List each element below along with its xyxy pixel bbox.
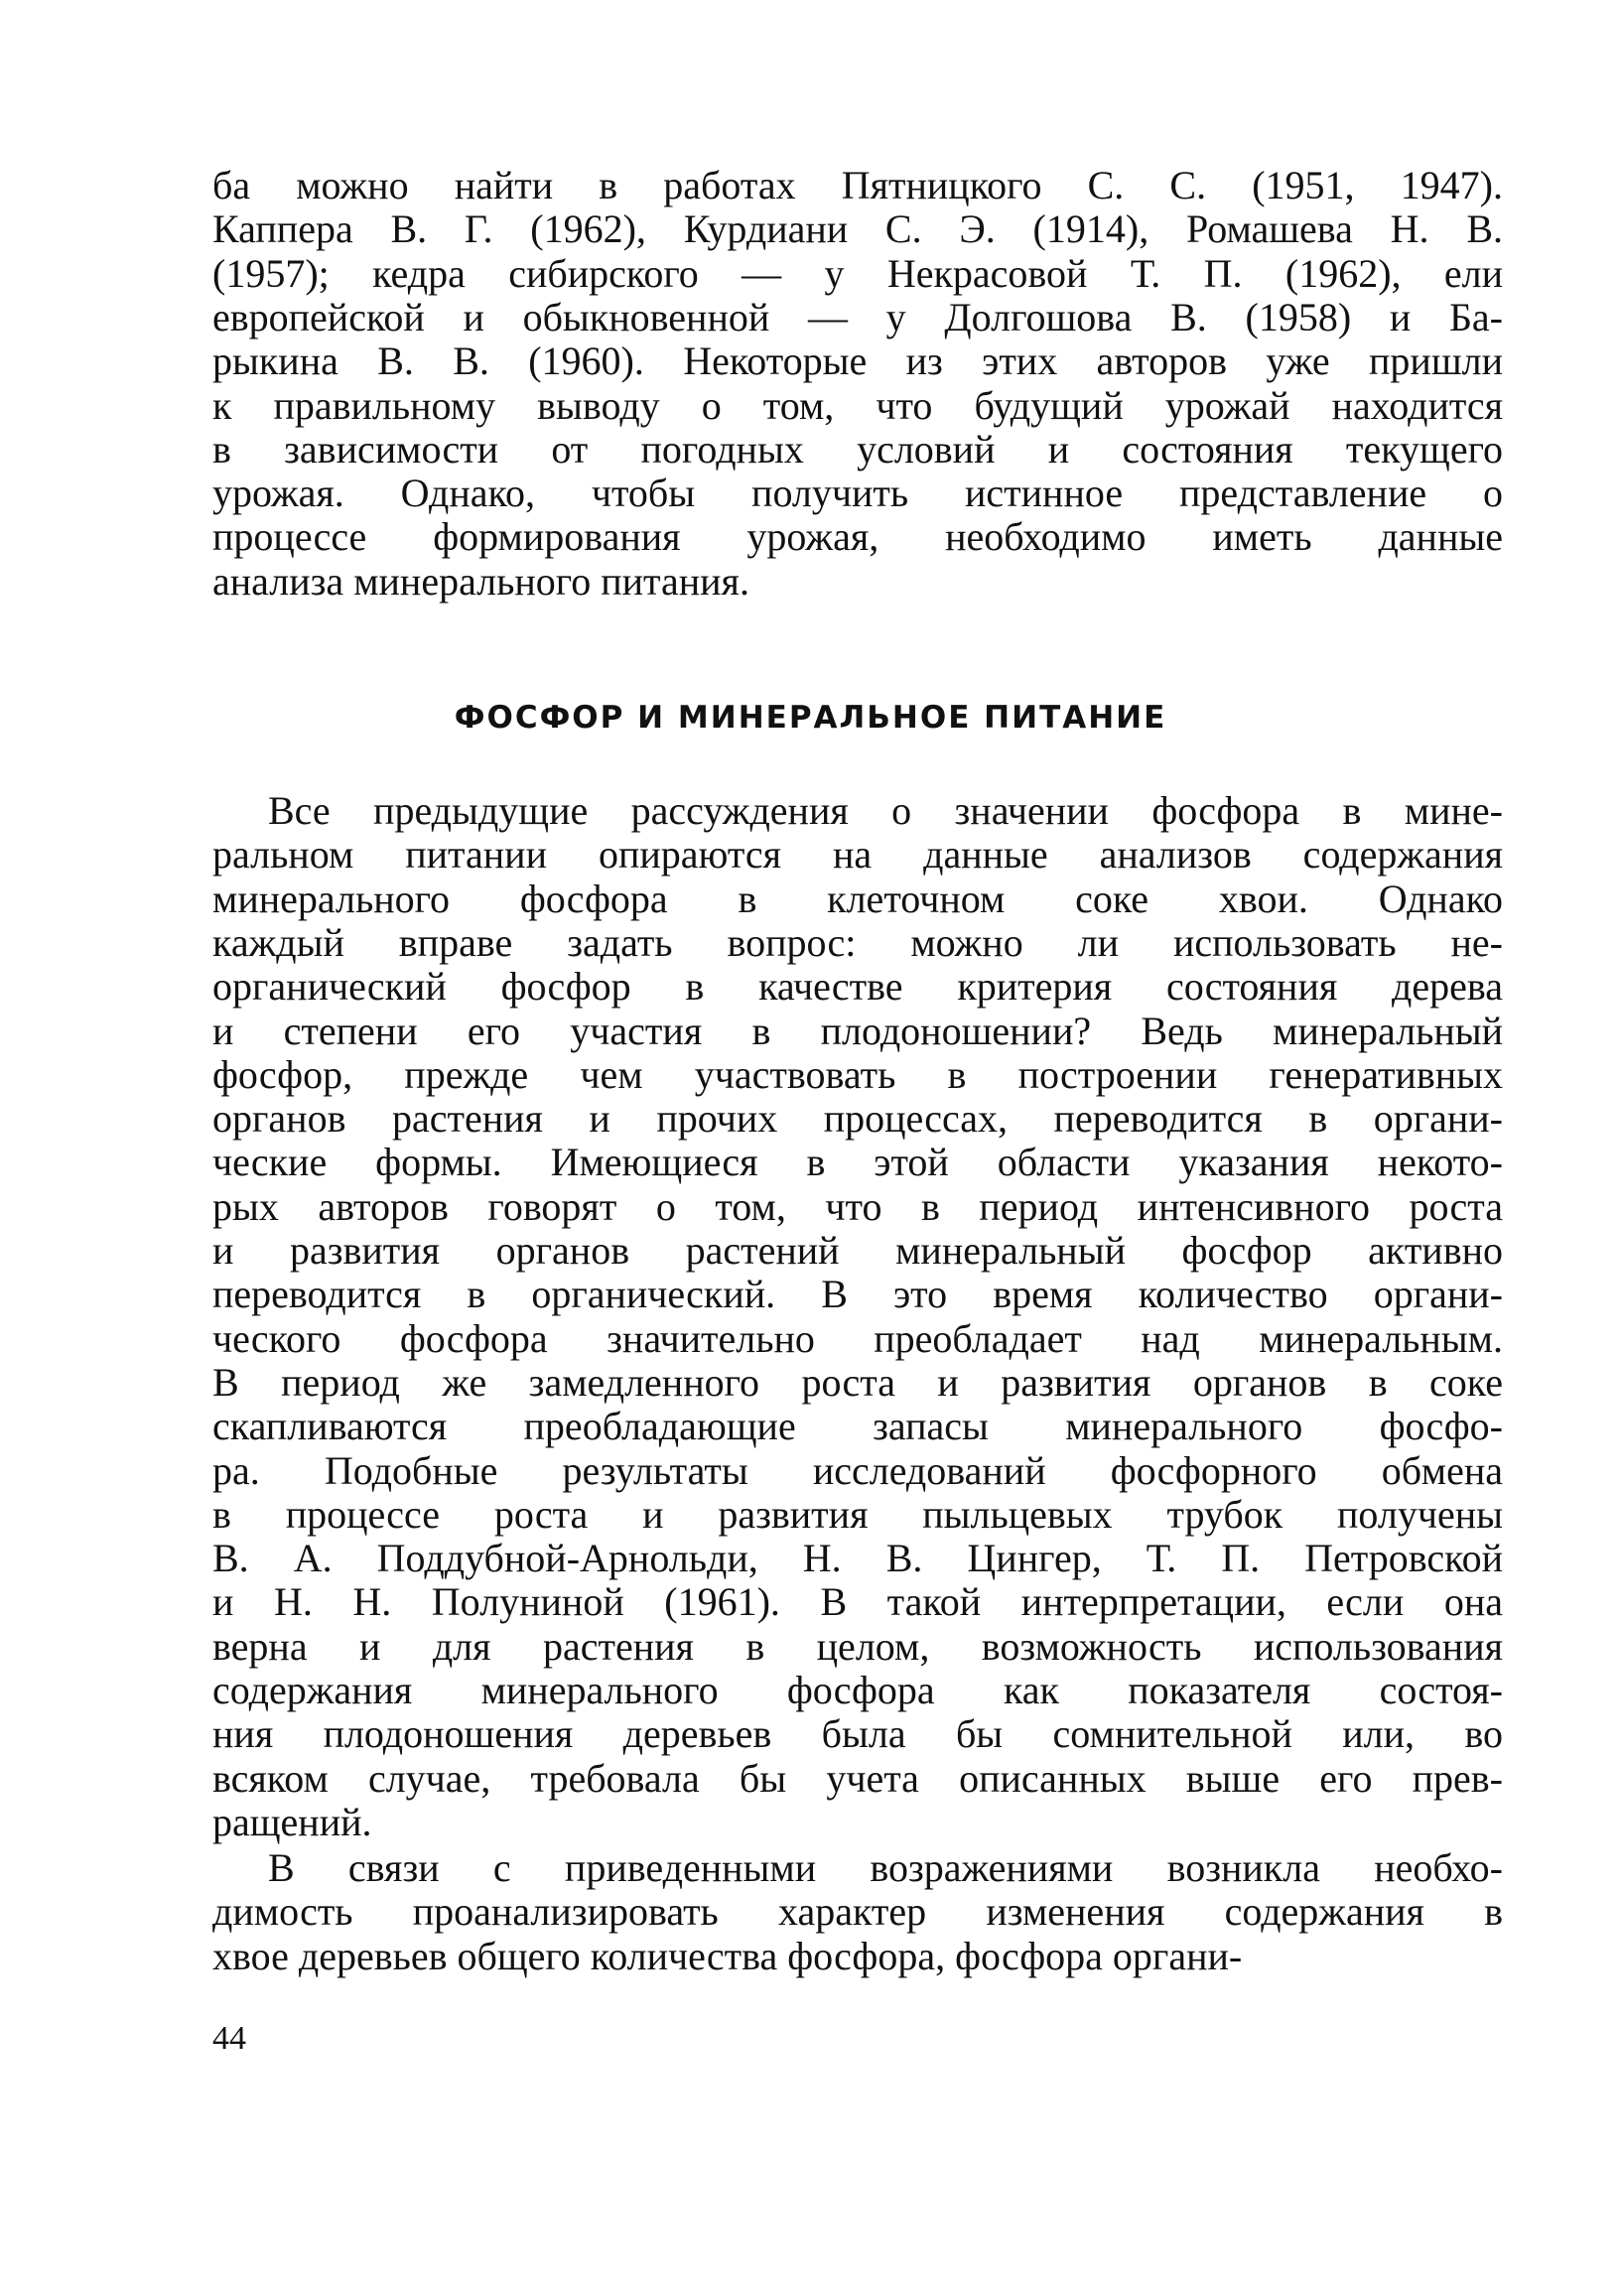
text-line: ния плодоношения деревьев была бы сомнительной или, во — [212, 1711, 1503, 1757]
text-line: хвое деревьев общего количества фосфора, фосфора органи- — [212, 1933, 1243, 1978]
text-line: органический фосфор в качестве критерия состояния дерева — [212, 964, 1503, 1010]
text-line: европейской и обыкновенной — у Долгошова В. (1958) и Ба- — [212, 294, 1503, 339]
text-line: урожая. Однако, чтобы получить истинное представление о — [212, 471, 1503, 516]
text-line: Каппера В. Г. (1962), Курдиани С. Э. (1914), Ромашева Н. В. — [212, 206, 1503, 252]
text-line: и развития органов растений минеральный фосфор активно — [212, 1228, 1503, 1273]
text-line: скапливаются преобладающие запасы минерального фосфо- — [212, 1404, 1503, 1449]
text-line: димость проанализировать характер изменения содержания в — [212, 1889, 1503, 1935]
text-line: (1957); кедра сибирского — у Некрасовой Т. П. (1962), ели — [212, 250, 1503, 296]
text-line: ческого фосфора значительно преобладает над минеральным. — [212, 1315, 1503, 1361]
text-line: к правильному выводу о том, что будущий урожай находится — [212, 382, 1503, 428]
text-line: процессе формирования урожая, необходимо иметь данные — [212, 514, 1503, 560]
text-line: содержания минерального фосфора как показателя состоя- — [212, 1668, 1503, 1712]
text-line: ращений. — [212, 1799, 372, 1844]
text-line: в зависимости от погодных условий и состояния текущего — [212, 426, 1503, 472]
text-line: анализа минерального питания. — [212, 558, 749, 604]
text-line: рых авторов говорят о том, что в период интенсивного роста — [212, 1183, 1503, 1229]
text-line: в процессе роста и развития пыльцевых трубок получены — [212, 1491, 1503, 1537]
text-line: каждый вправе задать вопрос: можно ли использовать не- — [212, 919, 1503, 965]
text-line: ба можно найти в работах Пятницкого С. С. (1951, 1947). — [212, 163, 1503, 207]
text-line: В связи с приведенными возражениями возникла необхо- — [268, 1845, 1503, 1890]
text-line: и Н. Н. Полуниной (1961). В такой интерпретации, если она — [212, 1579, 1503, 1625]
text-line: Все предыдущие рассуждения о значении фосфора в мине- — [268, 788, 1503, 833]
text-line: верна и для растения в целом, возможность использования — [212, 1623, 1503, 1669]
text-line: всяком случае, требовала бы учета описанных выше его прев- — [212, 1755, 1503, 1801]
section-heading: ФОСФОР И МИНЕРАЛЬНОЕ ПИТАНИЕ — [454, 700, 1167, 736]
text-line: органов растения и прочих процессах, переводится в органи- — [212, 1096, 1503, 1142]
text-line: переводится в органический. В это время количество органи- — [212, 1272, 1503, 1317]
text-line: В период же замедленного роста и развития органов в соке — [212, 1359, 1503, 1405]
text-line: ральном питании опираются на данные анализов содержания — [212, 832, 1503, 878]
text-line: минерального фосфора в клеточном соке хвои. Однако — [212, 876, 1503, 921]
page-number: 44 — [212, 2020, 246, 2057]
text-line: В. А. Поддубной-Арнольди, Н. В. Цингер, Т. П. Петровской — [212, 1536, 1503, 1581]
text-line: фосфор, прежде чем участвовать в построении генеративных — [212, 1051, 1503, 1097]
text-line: рыкина В. В. (1960). Некоторые из этих авторов уже пришли — [212, 338, 1503, 384]
text-line: ра. Подобные результаты исследований фосфорного обмена — [212, 1447, 1503, 1493]
text-line: и степени его участия в плодоношении? Ведь минеральный — [212, 1008, 1503, 1053]
text-line: ческие формы. Имеющиеся в этой области указания некото- — [212, 1140, 1503, 1185]
